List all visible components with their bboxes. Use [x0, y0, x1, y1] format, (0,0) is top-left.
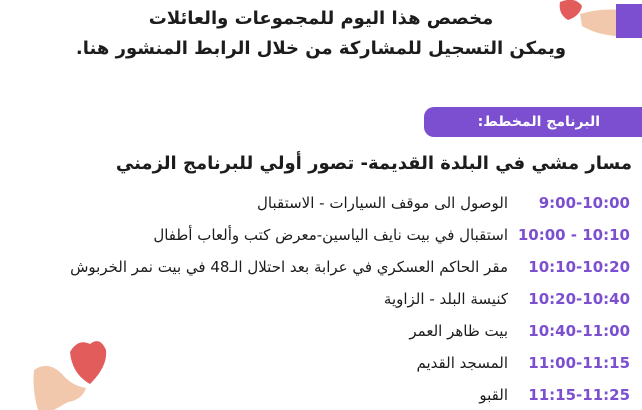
schedule-row — [257, 190, 630, 216]
intro-line-2: ويمكن التسجيل للمشاركة من خلال الرابط المنشور هنا. — [75, 38, 567, 59]
schedule-row — [479, 382, 630, 408]
program-section-title: البرنامج المخطط: — [477, 114, 600, 130]
intro-line-1: مخصص هذا اليوم للمجموعات والعائلات — [148, 8, 494, 29]
schedule-time: 10:10-10:20 — [528, 258, 630, 276]
program-section-badge — [424, 107, 642, 137]
schedule-time: 11:00-11:15 — [528, 354, 630, 372]
schedule-description: بيت ظاهر العمر — [409, 322, 508, 340]
schedule-row — [70, 254, 630, 280]
schedule-description: كنيسة البلد - الزاوية — [383, 290, 508, 308]
schedule-time: 10:40-11:00 — [528, 322, 630, 340]
schedule-time: 10:00 - 10:10 — [517, 226, 630, 244]
intro-text — [0, 4, 642, 64]
program-subtitle: مسار مشي في البلدة القديمة- تصور أولي للبرنامج الزمني — [115, 153, 632, 174]
schedule-row — [153, 222, 630, 248]
schedule-description: المسجد القديم — [416, 354, 508, 372]
schedule-description: الوصول الى موقف السيارات - الاستقبال — [257, 194, 508, 212]
schedule-description: استقبال في بيت نايف الياسين-معرض كتب وألعاب أطفال — [153, 226, 508, 244]
hand-holding-heart-icon — [28, 330, 138, 410]
schedule-time: 11:15-11:25 — [528, 386, 630, 404]
schedule-row — [384, 286, 630, 312]
schedule-row — [417, 350, 630, 376]
schedule-time: 9:00-10:00 — [538, 194, 630, 212]
schedule-row — [409, 318, 630, 344]
schedule-description: مقر الحاكم العسكري في عرابة بعد احتلال الـ48 في بيت نمر الخربوش — [70, 258, 508, 276]
schedule-time: 10:20-10:40 — [528, 290, 630, 308]
schedule-description: القبو — [479, 386, 508, 404]
